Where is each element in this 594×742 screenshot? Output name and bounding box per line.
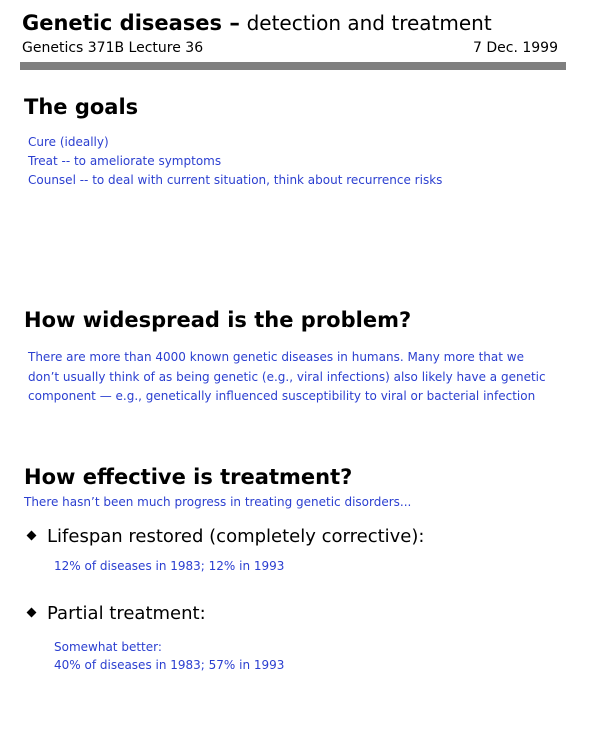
lecture-date: 7 Dec. 1999 <box>473 40 558 56</box>
diamond-bullet-icon <box>27 608 37 618</box>
title-subtitle: detection and treatment <box>246 11 492 35</box>
treatment-intro: There hasn’t been much progress in treating genetic disorders... <box>24 495 412 509</box>
widespread-line: don’t usually think of as being genetic (e.g., viral infections) also likely have a genetic <box>28 370 546 384</box>
bullet-partial <box>28 602 206 626</box>
title-bold: Genetic diseases – <box>22 11 240 35</box>
bullet-detail: 12% of diseases in 1983; 12% in 1993 <box>54 559 285 573</box>
goals-line: Treat -- to ameliorate symptoms <box>28 154 222 168</box>
bullet-label: Partial treatment: <box>47 603 206 624</box>
bullet-label: Lifespan restored (completely corrective): <box>47 526 425 547</box>
bullet-detail: Somewhat better: <box>54 640 162 654</box>
course-label: Genetics 371B Lecture 36 <box>22 40 204 56</box>
widespread-line: There are more than 4000 known genetic diseases in humans. Many more that we <box>28 350 524 364</box>
goals-heading: The goals <box>24 95 139 119</box>
goals-line: Counsel -- to deal with current situation, think about recurrence risks <box>28 173 443 187</box>
header-rule <box>20 62 566 70</box>
widespread-line: component — e.g., genetically influenced susceptibility to viral or bacterial infection <box>28 389 536 403</box>
page-title <box>22 10 492 36</box>
widespread-heading: How widespread is the problem? <box>24 308 412 332</box>
goals-line: Cure (ideally) <box>28 135 109 149</box>
bullet-lifespan <box>28 525 424 549</box>
bullet-detail: 40% of diseases in 1983; 57% in 1993 <box>54 658 285 672</box>
diamond-bullet-icon <box>27 531 37 541</box>
treatment-heading: How effective is treatment? <box>24 465 353 489</box>
